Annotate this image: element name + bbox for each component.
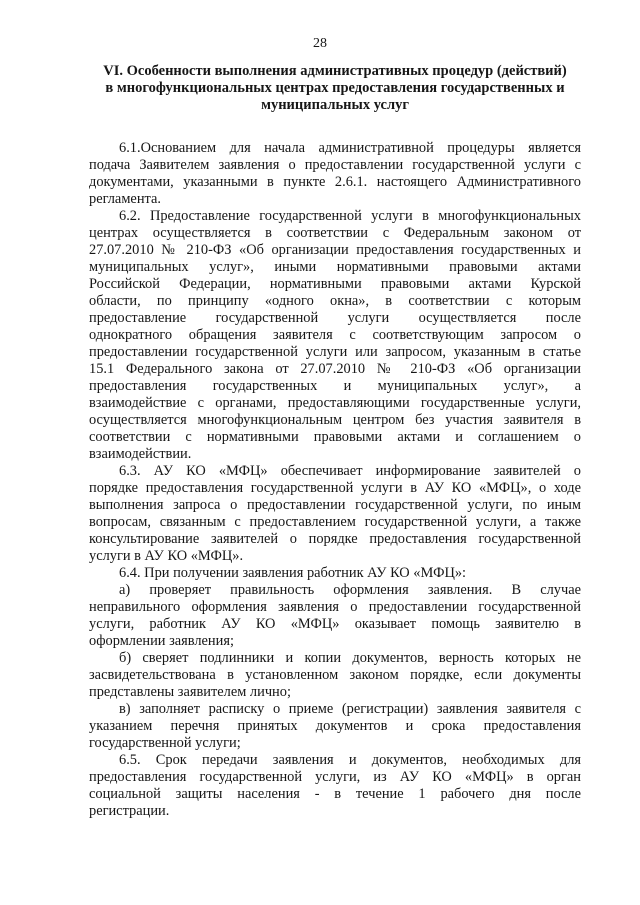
paragraph-line: б) сверяет подлинники и копии документов, верность которых не [119, 650, 581, 666]
paragraph-line: услуги, работник АУ КО «МФЦ» оказывает помощь заявителю в [89, 616, 581, 632]
paragraph-line: предоставлении государственной услуги или запросом, указанным в статье [89, 344, 581, 360]
paragraph-line: 6.2. Предоставление государственной услуги в многофункциональных [119, 208, 581, 224]
paragraph [89, 463, 581, 565]
section-heading-line: в многофункциональных центрах предоставления государственных и [105, 80, 565, 96]
paragraph-line: засвидетельствована в установленном законом порядке, если документы [89, 667, 581, 683]
paragraph-line: указанием перечня принятых документов и срока предоставления [89, 718, 581, 734]
paragraph-line: услуги в АУ КО «МФЦ». [89, 548, 244, 564]
paragraph-line: предоставление государственной услуги осуществляется после [89, 310, 581, 326]
page-number: 28 [313, 36, 327, 51]
paragraph-line: документами, указанными в пункте 2.6.1. настоящего Административного [89, 174, 581, 190]
paragraph-line: 15.1 Федерального закона от 27.07.2010 № 210-ФЗ «Об организации [89, 361, 581, 377]
paragraph-line: оформлении заявления; [89, 633, 234, 649]
paragraph-line: консультирование заявителей о порядке предоставления государственной [89, 531, 581, 547]
paragraph-line: регистрации. [89, 803, 170, 819]
paragraph-line: 27.07.2010 № 210-ФЗ «Об организации предоставления государственных и [89, 242, 581, 258]
paragraph-line: центрах осуществляется в соответствии с Федеральным законом от [89, 225, 581, 241]
paragraph-line: осуществляется многофункциональным центром без участия заявителя в [89, 412, 581, 428]
paragraph-line: подача Заявителем заявления о предоставлении государственной услуги с [89, 157, 581, 173]
section-heading [80, 63, 590, 114]
paragraph-line: взаимодействие с органами, предоставляющими государственные услуги, [89, 395, 581, 411]
paragraph-line: а) проверяет правильность оформления заявления. В случае [119, 582, 581, 598]
paragraph-line: области, по принципу «одного окна», в соответствии с которым [89, 293, 581, 309]
paragraph-line: 6.4. При получении заявления работник АУ КО «МФЦ»: [119, 565, 467, 581]
paragraph-line: Российской Федерации, нормативными правовыми актами Курской [89, 276, 581, 292]
paragraph-line: муниципальных услуг», иными нормативными правовыми актами [89, 259, 581, 275]
paragraph-line: 6.3. АУ КО «МФЦ» обеспечивает информирование заявителей о [119, 463, 581, 479]
paragraph-line: выполнения запроса о предоставлении государственной услуги, по иным [89, 497, 581, 513]
paragraph-line: вопросам, связанным с предоставлением государственной услуги, а также [89, 514, 581, 530]
paragraph [89, 701, 581, 752]
section-heading-line: VI. Особенности выполнения административных процедур (действий) [103, 63, 567, 79]
paragraph-line: предоставления государственной услуги, из АУ КО «МФЦ» в орган [89, 769, 581, 785]
paragraph [89, 140, 581, 208]
paragraph-line: предоставления государственных и муниципальных услуг», а [89, 378, 581, 394]
paragraph-line: неправильного оформления заявления о предоставлении государственной [89, 599, 581, 615]
paragraph-line: социальной защиты населения - в течение 1 рабочего дня после [89, 786, 581, 802]
paragraph-line: 6.1.Основанием для начала административной процедуры является [119, 140, 581, 156]
section-heading-line: муниципальных услуг [261, 97, 409, 113]
paragraph-line: представлены заявителем лично; [89, 684, 291, 700]
paragraph-line: соответствии с нормативными правовыми актами и соглашением о [89, 429, 581, 445]
paragraph-line: регламента. [89, 191, 161, 207]
paragraph-line: в) заполняет расписку о приеме (регистрации) заявления заявителя с [119, 701, 581, 717]
paragraph [89, 582, 581, 650]
paragraph-line: порядке предоставления государственной услуги в АУ КО «МФЦ», о ходе [89, 480, 581, 496]
paragraph-line: однократного обращения заявителя с соответствующим запросом о [89, 327, 581, 343]
paragraph [89, 208, 581, 463]
paragraph [89, 650, 581, 701]
paragraph [89, 752, 581, 820]
paragraph-line: государственной услуги; [89, 735, 241, 751]
document-body [89, 140, 581, 820]
paragraph-line: взаимодействии. [89, 446, 192, 462]
paragraph [89, 565, 581, 582]
paragraph-line: 6.5. Срок передачи заявления и документов, необходимых для [119, 752, 581, 768]
